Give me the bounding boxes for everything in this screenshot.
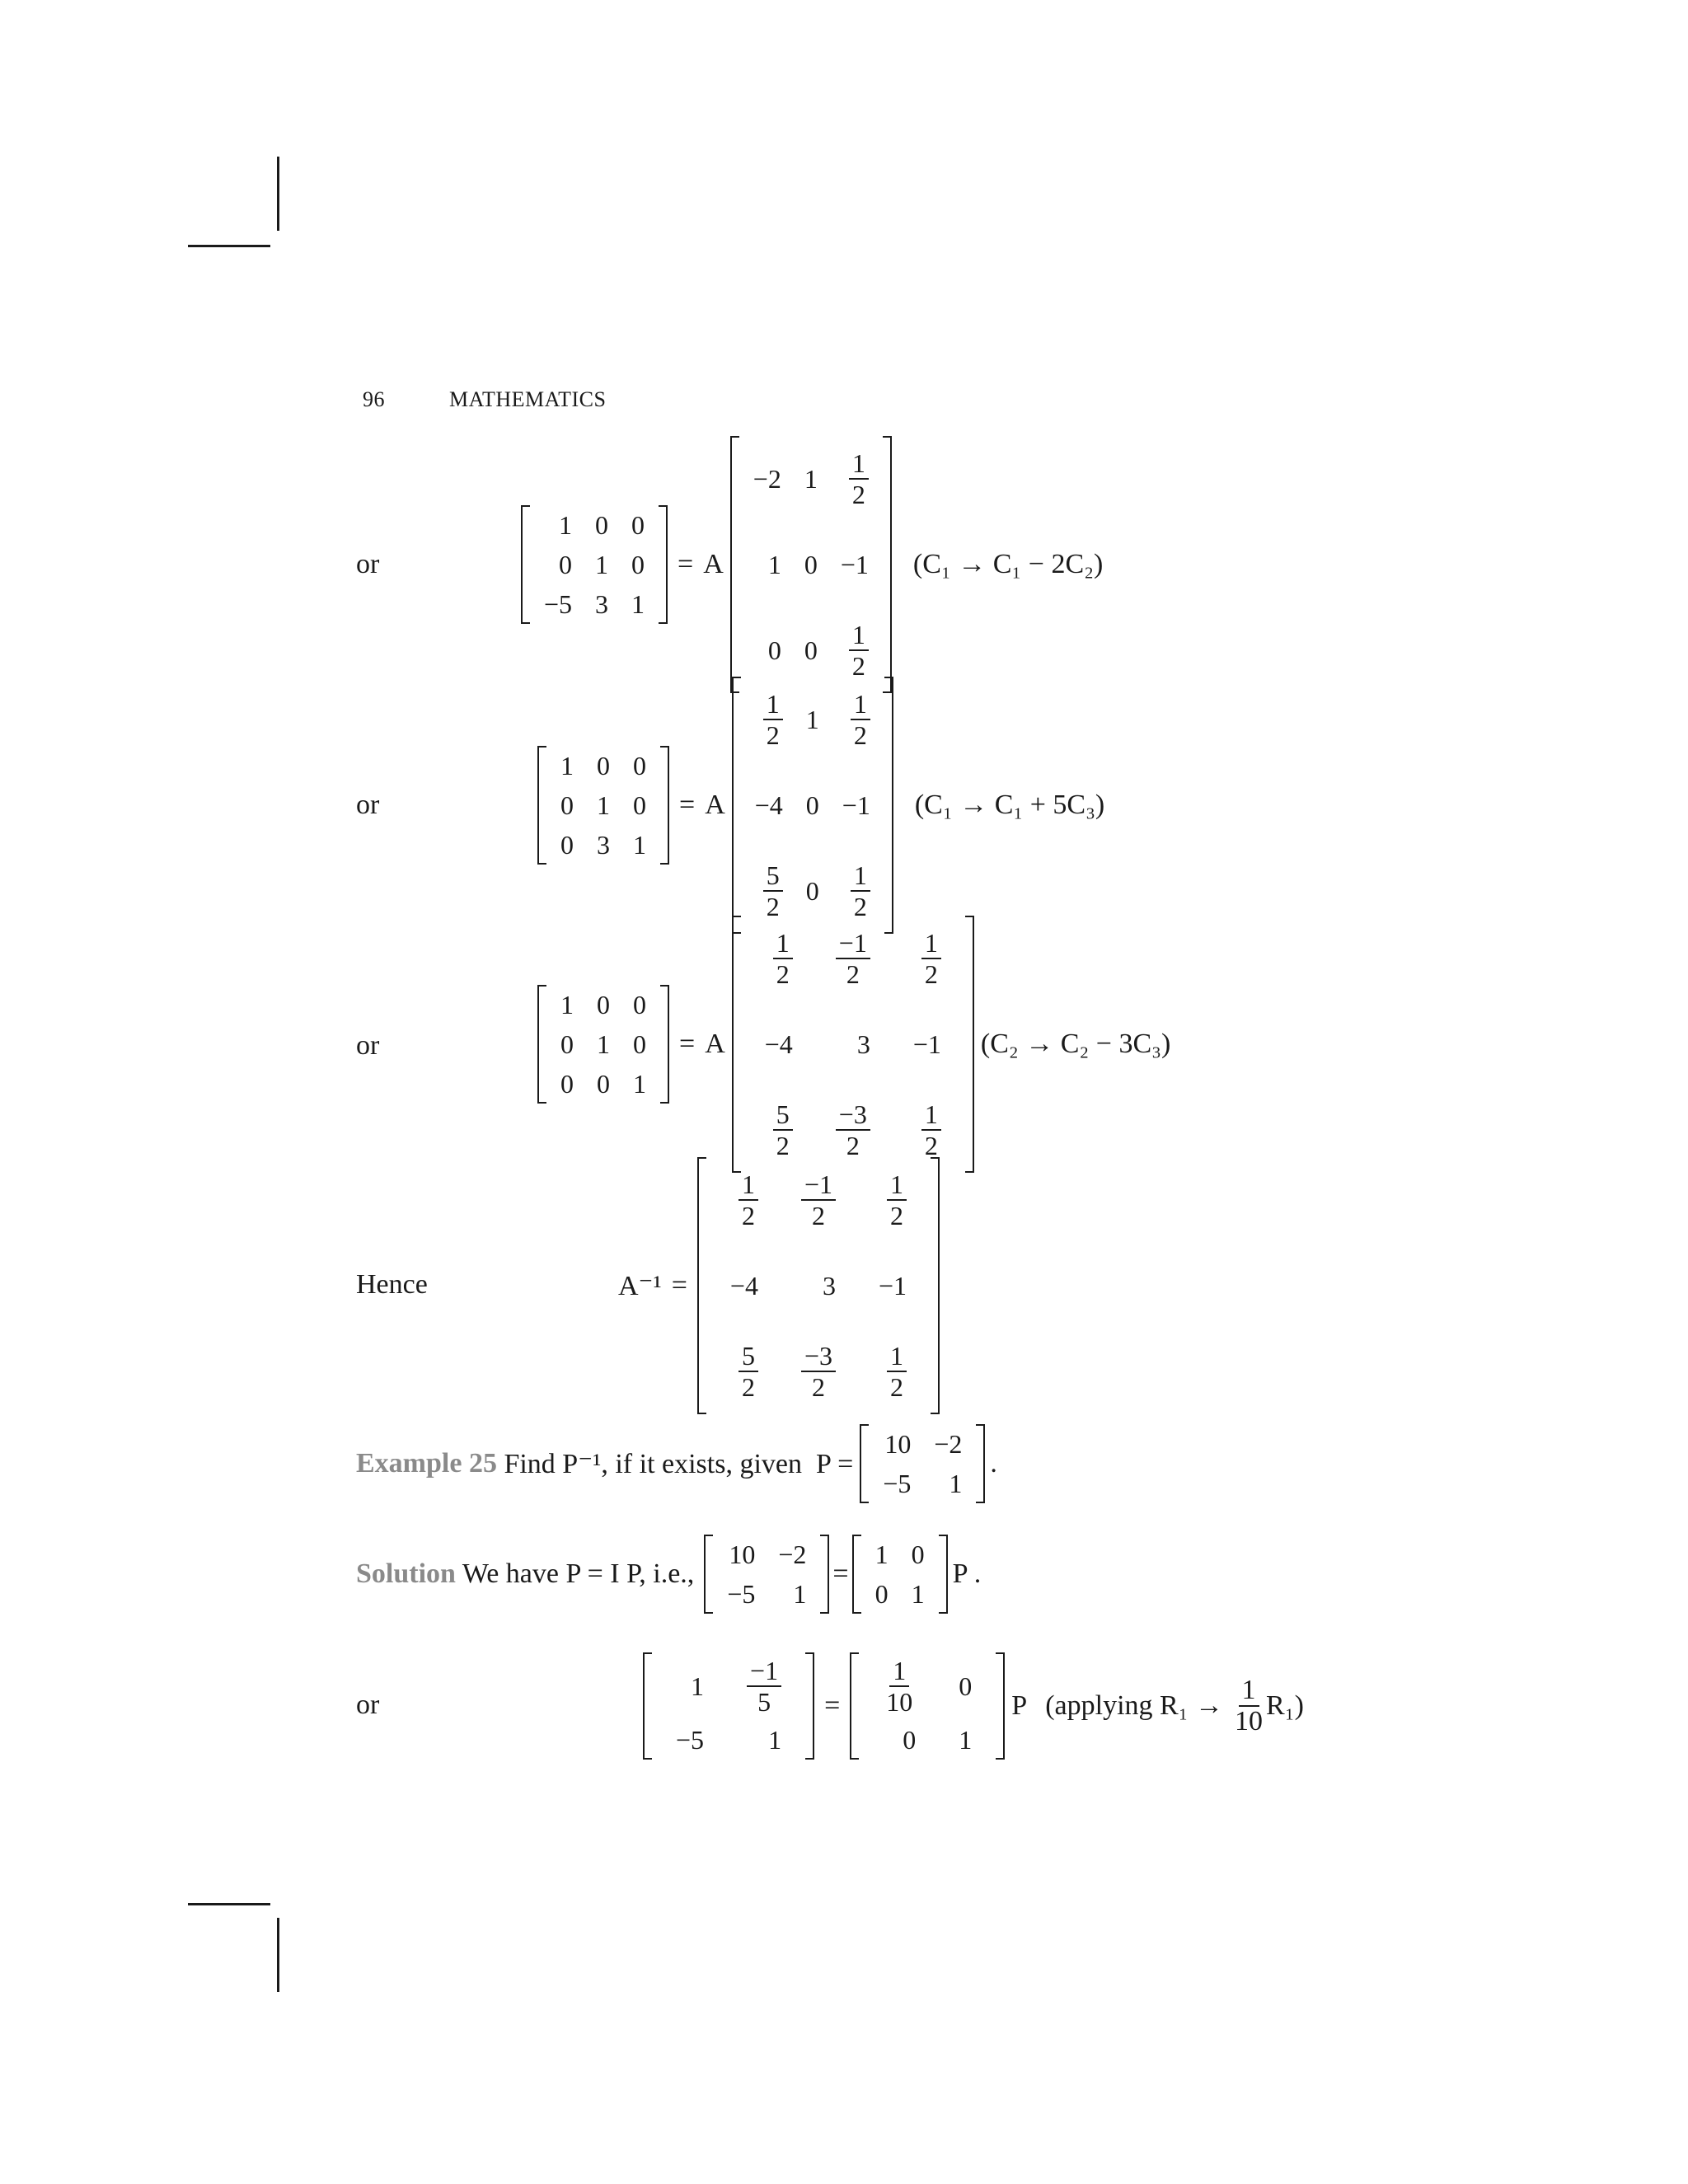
matrix-cell	[831, 677, 882, 762]
matrix-cell: 0	[560, 1029, 574, 1059]
matrix-cell: −1	[878, 1271, 907, 1301]
matrix-cell	[709, 1157, 780, 1243]
matrix-cell: 1	[597, 790, 610, 820]
example-matrix-p	[860, 1424, 985, 1503]
example-25	[356, 1424, 997, 1503]
fraction: $\frac{-1}{5}$	[747, 1656, 781, 1717]
matrix-cell: 1	[767, 550, 781, 579]
matrix-cell: 0	[804, 550, 818, 579]
fraction: $\frac{1}{2}$	[851, 689, 870, 750]
matrix-cell: −5	[727, 1579, 756, 1609]
fraction: $\frac{5}{2}$	[738, 1341, 758, 1402]
solution-text: We have P = I P, i.e.,	[455, 1558, 695, 1589]
matrix-cell: 0	[559, 550, 573, 579]
fraction: $\frac{1}{2}$	[887, 1169, 907, 1230]
matrix-cell: 0	[595, 510, 609, 540]
matrix-row	[715, 1574, 818, 1614]
matrix-cell	[780, 1329, 857, 1414]
step4-label: or	[356, 1690, 380, 1720]
matrix-row	[549, 1064, 658, 1104]
matrix-a: A	[703, 549, 724, 579]
page-title: MATHEMATICS	[449, 387, 607, 411]
equals-sign: =	[824, 1690, 841, 1721]
matrix-row	[743, 916, 963, 1001]
matrix-cell: 1	[560, 751, 574, 780]
step4-operation-end: R₁)	[1266, 1690, 1304, 1721]
crop-mark-bottom-horizontal	[188, 1903, 270, 1905]
matrix-cell: 0	[805, 876, 819, 906]
fraction: $\frac{5}{2}$	[773, 1099, 793, 1160]
matrix-cell: 1	[949, 1469, 963, 1498]
matrix-row	[709, 1157, 928, 1243]
matrix-a: A	[705, 1029, 725, 1059]
solution-matrix-p	[704, 1535, 829, 1614]
inverse-equation	[618, 1169, 940, 1402]
matrix-row	[715, 1535, 818, 1574]
matrix-cell: −1	[912, 1029, 941, 1059]
matrix-cell: −5	[883, 1469, 912, 1498]
matrix-cell: −1	[842, 790, 870, 820]
fraction: $\frac{-3}{2}$	[801, 1341, 836, 1402]
solution-end: P .	[952, 1558, 982, 1589]
step1-equation	[521, 448, 1104, 681]
step3-right-matrix	[732, 916, 974, 1173]
solution	[356, 1533, 981, 1615]
matrix-row	[654, 1720, 803, 1760]
matrix-cell: 1	[631, 589, 645, 619]
matrix-cell	[829, 436, 880, 522]
matrix-cell: 3	[595, 589, 609, 619]
matrix-cell: 1	[597, 1029, 610, 1059]
matrix-cell: 1	[804, 464, 818, 494]
matrix-cell: −2	[934, 1429, 963, 1459]
step4-equation	[643, 1648, 1304, 1764]
matrix-cell: 1	[691, 1671, 705, 1701]
matrix-row	[549, 785, 658, 825]
matrix-cell	[892, 916, 963, 1001]
matrix-row	[864, 1535, 936, 1574]
step4-left-matrix	[643, 1652, 814, 1760]
matrix-row	[871, 1464, 973, 1503]
matrix-cell: 0	[597, 990, 610, 1019]
matrix-row	[549, 1024, 658, 1064]
step2-left-matrix	[537, 746, 669, 865]
equals-sign: =	[679, 790, 696, 820]
step4-operation-fraction: $\frac{1}{10}$	[1235, 1675, 1264, 1736]
step4-right-matrix	[850, 1652, 1005, 1760]
matrix-cell: 0	[597, 751, 610, 780]
matrix-cell: −4	[764, 1029, 793, 1059]
matrix-row	[871, 1424, 973, 1464]
step3-label: or	[356, 1030, 380, 1061]
solution-label: Solution	[356, 1558, 456, 1589]
matrix-cell	[814, 916, 892, 1001]
matrix-cell: 0	[874, 1579, 889, 1609]
matrix-cell: 1	[768, 1725, 782, 1755]
matrix-cell: 10	[884, 1429, 912, 1459]
matrix-cell: 0	[560, 790, 574, 820]
matrix-cell: 1	[595, 550, 609, 579]
fraction: $\frac{-1}{2}$	[836, 928, 870, 989]
matrix-row	[549, 825, 658, 865]
example-text: Find P⁻¹, if it exists, given P =	[496, 1449, 854, 1479]
step2-label: or	[356, 790, 380, 820]
fraction: $\frac{1}{2}$	[921, 1099, 941, 1160]
page-number: 96	[363, 387, 385, 411]
matrix-a: A	[705, 790, 725, 820]
matrix-row	[743, 1001, 963, 1087]
matrix-cell: 0	[560, 830, 574, 860]
crop-mark-bottom-vertical	[277, 1918, 279, 1992]
matrix-cell: −2	[753, 464, 781, 494]
matrix-cell	[780, 1157, 857, 1243]
matrix-cell: 0	[597, 1069, 610, 1099]
matrix-cell: 0	[959, 1671, 973, 1701]
inverse-lhs: A⁻¹	[618, 1271, 662, 1301]
matrix-cell: 0	[633, 751, 646, 780]
fraction: $\frac{1}{2}$	[738, 1169, 758, 1230]
matrix-cell: 0	[767, 635, 781, 665]
step1-left-matrix	[521, 505, 668, 624]
fraction: $\frac{5}{2}$	[763, 860, 783, 921]
matrix-row	[654, 1652, 803, 1720]
matrix-row	[549, 985, 658, 1024]
matrix-row	[709, 1329, 928, 1414]
hence-label: Hence	[356, 1269, 428, 1300]
matrix-cell: −5	[544, 589, 573, 619]
fraction: $\frac{-3}{2}$	[836, 1099, 870, 1160]
matrix-cell	[725, 1652, 803, 1720]
matrix-cell: 1	[560, 990, 574, 1019]
matrix-cell: 0	[631, 550, 645, 579]
matrix-cell: 3	[856, 1029, 870, 1059]
matrix-row	[861, 1652, 993, 1720]
inverse-matrix	[697, 1157, 940, 1414]
matrix-cell: 1	[633, 830, 646, 860]
fraction: $\frac{-1}{2}$	[801, 1169, 836, 1230]
fraction: $\frac{1}{2}$	[921, 928, 941, 989]
matrix-cell: 1	[911, 1579, 925, 1609]
crop-mark-top-horizontal	[188, 245, 270, 247]
matrix-cell	[857, 1157, 928, 1243]
matrix-cell: −4	[729, 1271, 758, 1301]
matrix-cell: 0	[805, 790, 819, 820]
step1-operation: (C₁ → C₁ − 2C₂)	[912, 549, 1104, 579]
matrix-cell: 1	[793, 1579, 807, 1609]
equals-sign: =	[679, 1029, 696, 1059]
matrix-row	[532, 505, 656, 545]
equals-sign: =	[832, 1558, 849, 1589]
matrix-cell: −5	[676, 1725, 705, 1755]
matrix-cell: 0	[804, 635, 818, 665]
step1-label: or	[356, 549, 380, 579]
matrix-row	[861, 1720, 993, 1760]
equals-sign: =	[671, 1270, 687, 1301]
matrix-cell: −4	[754, 790, 783, 820]
fraction: $\frac{1}{2}$	[849, 620, 869, 681]
matrix-row	[743, 762, 882, 848]
matrix-cell: 0	[911, 1540, 925, 1569]
matrix-p: P	[1011, 1690, 1028, 1721]
example-label: Example 25	[356, 1448, 497, 1479]
matrix-cell	[743, 916, 814, 1001]
step3-left-matrix	[537, 985, 669, 1104]
matrix-cell: 3	[822, 1271, 836, 1301]
step2-operation: (C₁ → C₁ + 5C₃)	[914, 790, 1105, 820]
matrix-cell: −1	[840, 550, 869, 579]
matrix-cell: 0	[560, 1069, 574, 1099]
matrix-cell: 1	[633, 1069, 646, 1099]
fraction: $\frac{1}{2}$	[773, 928, 793, 989]
step1-right-matrix	[730, 436, 892, 693]
matrix-cell	[857, 1329, 928, 1414]
fraction: $\frac{1}{2}$	[851, 860, 870, 921]
matrix-cell: 1	[874, 1540, 889, 1569]
step3-equation	[537, 928, 1171, 1160]
matrix-row	[742, 436, 880, 522]
matrix-row	[532, 584, 656, 624]
fraction: $\frac{1}{10}$	[886, 1656, 913, 1717]
step4-operation-text: (applying R₁ →	[1045, 1690, 1224, 1721]
matrix-cell: 1	[805, 705, 819, 734]
matrix-row	[742, 522, 880, 607]
matrix-cell: 1	[959, 1725, 973, 1755]
fraction: $\frac{1}{2}$	[849, 448, 869, 509]
matrix-cell: 1	[559, 510, 573, 540]
matrix-cell: 0	[631, 510, 645, 540]
matrix-row	[709, 1243, 928, 1329]
matrix-cell: 3	[597, 830, 610, 860]
fraction: $\frac{1}{2}$	[887, 1341, 907, 1402]
matrix-cell: 0	[633, 990, 646, 1019]
period: .	[990, 1448, 997, 1479]
equals-sign: =	[678, 549, 694, 579]
step3-operation: (C₂ → C₂ − 3C₃)	[980, 1029, 1171, 1059]
step2-right-matrix	[732, 677, 893, 934]
matrix-row	[532, 545, 656, 584]
matrix-cell: 0	[633, 1029, 646, 1059]
fraction: $\frac{1}{2}$	[763, 689, 783, 750]
matrix-row	[864, 1574, 936, 1614]
matrix-cell: 10	[729, 1540, 756, 1569]
identity-matrix	[852, 1535, 948, 1614]
matrix-cell: 0	[903, 1725, 917, 1755]
step2-equation	[537, 689, 1105, 921]
matrix-cell	[709, 1329, 780, 1414]
matrix-cell	[861, 1652, 937, 1720]
crop-mark-top-vertical	[277, 157, 279, 231]
matrix-cell: 0	[633, 790, 646, 820]
matrix-cell: −2	[778, 1540, 807, 1569]
matrix-row	[743, 677, 882, 762]
matrix-row	[549, 746, 658, 785]
matrix-cell	[743, 677, 795, 762]
